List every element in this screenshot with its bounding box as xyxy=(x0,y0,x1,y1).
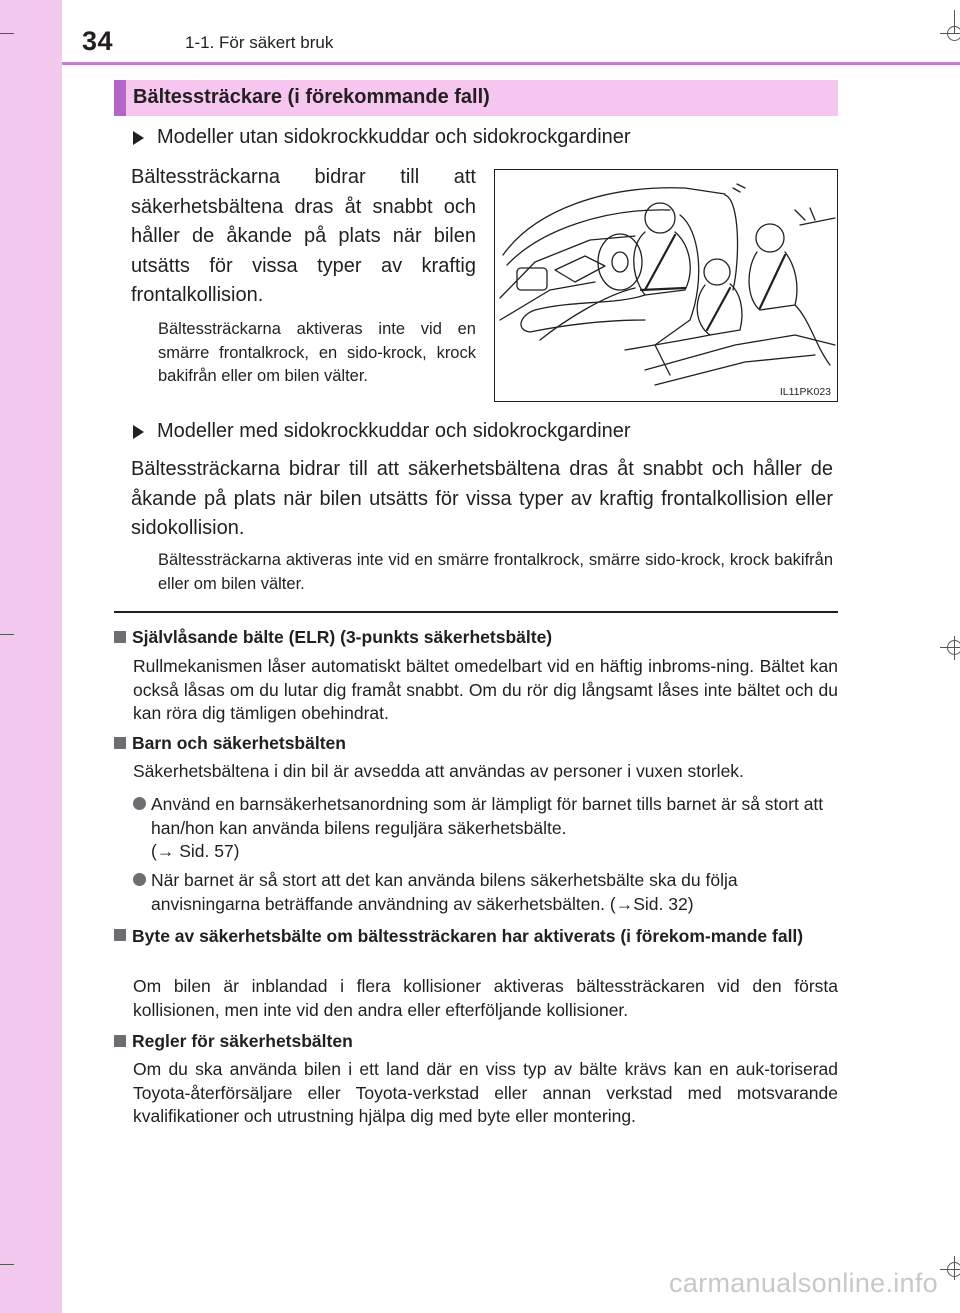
subhead-children-title: Barn och säkerhetsbälten xyxy=(132,733,346,753)
section-divider xyxy=(114,611,838,613)
model-bullet-2 xyxy=(133,420,631,443)
children-point-1-ref: (→ Sid. 57) xyxy=(151,841,240,861)
triangle-bullet-icon xyxy=(133,131,144,145)
pretensioner-paragraph-1: Bältessträckarna bidrar till att säkerhetsbältena dras åt snabbt och håller de åkande på plats när bilen utsätts för vissa typer av kraftig frontalkollision. xyxy=(131,166,476,306)
children-point-1 xyxy=(133,793,838,864)
dot-bullet-icon xyxy=(133,873,146,886)
replace-text: Om bilen är inblandad i flera kollisioner aktiveras bältessträckaren vid den första kollisionen, men inte vid den andra eller efterföljande kollisioner. xyxy=(133,976,838,1020)
square-bullet-icon xyxy=(114,631,126,643)
subhead-elr xyxy=(114,627,838,648)
square-bullet-icon xyxy=(114,929,126,941)
figure-code: IL11PK023 xyxy=(779,386,831,398)
children-point-2-text: När barnet är så stort att det kan använda bilens säkerhetsbälte ska du följa anvisningarna beträffande användning av säkerhetsbälten. (→Sid. 32) xyxy=(151,870,738,914)
square-bullet-icon xyxy=(114,1035,126,1047)
side-tab xyxy=(0,0,62,1313)
subhead-elr-title: Självlåsande bälte (ELR) (3-punkts säkerhetsbälte) xyxy=(132,627,553,647)
crop-mark xyxy=(954,1256,955,1280)
subhead-rules-title: Regler för säkerhetsbälten xyxy=(132,1031,353,1051)
header-rule xyxy=(62,62,960,65)
crop-mark xyxy=(0,1264,14,1265)
chapter-title: 1-1. För säkert bruk xyxy=(185,33,334,52)
car-interior-illustration xyxy=(494,169,838,402)
watermark: carmanualsonline.info xyxy=(669,1268,938,1298)
elr-text: Rullmekanismen låser automatiskt bältet omedelbart vid en häftig inbroms-ning. Bältet kan också låsas om du lutar dig framåt snabbt. Om du rör dig långsamt låses inte bältet och du kan röra dig tämligen obehindrat. xyxy=(133,656,838,723)
children-point-1-text: Använd en barnsäkerhetsanordning som är lämpligt för barnet tills barnet är så stort att han/hon kan använda bilens reguljära säkerhetsbälte. xyxy=(151,794,824,838)
triangle-bullet-icon xyxy=(133,425,144,439)
subhead-replace-title: Byte av säkerhetsbälte om bältessträckaren har aktiverats (i förekom-mande fall) xyxy=(132,926,804,946)
pretensioner-paragraph-2: Bältessträckarna bidrar till att säkerhetsbältena dras åt snabbt och håller de åkande på plats när bilen utsätts för vissa typer av kraftig frontalkollision eller sidokollision. xyxy=(131,458,833,539)
crop-mark xyxy=(0,33,14,34)
subhead-rules xyxy=(114,1031,838,1052)
square-bullet-icon xyxy=(114,737,126,749)
crop-mark xyxy=(940,33,960,34)
children-text: Säkerhetsbältena i din bil är avsedda att användas av personer i vuxen storlek. xyxy=(133,761,744,781)
crop-mark xyxy=(0,634,14,635)
subhead-children xyxy=(114,733,838,754)
pretensioner-note-2: Bältessträckarna aktiveras inte vid en smärre frontalkrock, smärre sido-krock, krock bakifrån eller om bilen välter. xyxy=(158,551,833,593)
children-point-2 xyxy=(133,869,838,916)
section-header xyxy=(114,80,838,116)
section-title: Bältessträckare (i förekommande fall) xyxy=(133,86,490,108)
model-bullet-1 xyxy=(133,126,631,149)
car-interior-occupants-icon xyxy=(495,170,837,401)
model-bullet-2-text: Modeller med sidokrockkuddar och sidokrockgardiner xyxy=(157,420,631,442)
rules-text: Om du ska använda bilen i ett land där en viss typ av bälte krävs kan en auk-toriserad Toyota-återförsäljare eller Toyota-verkstad eller annan verkstad med motsvarande kvalifikationer och utrustning hjälpa dig med byte eller montering. xyxy=(133,1059,838,1126)
pretensioner-note-1: Bältessträckarna aktiveras inte vid en smärre frontalkrock, en sido-krock, krock bakifrån eller om bilen välter. xyxy=(158,320,476,385)
crop-mark xyxy=(954,636,955,660)
page-number: 34 xyxy=(82,26,114,56)
model-bullet-1-text: Modeller utan sidokrockkuddar och sidokrockgardiner xyxy=(157,126,631,148)
crop-mark xyxy=(940,1269,960,1270)
subhead-replace xyxy=(114,925,838,949)
crop-mark xyxy=(940,647,960,648)
dot-bullet-icon xyxy=(133,797,146,810)
